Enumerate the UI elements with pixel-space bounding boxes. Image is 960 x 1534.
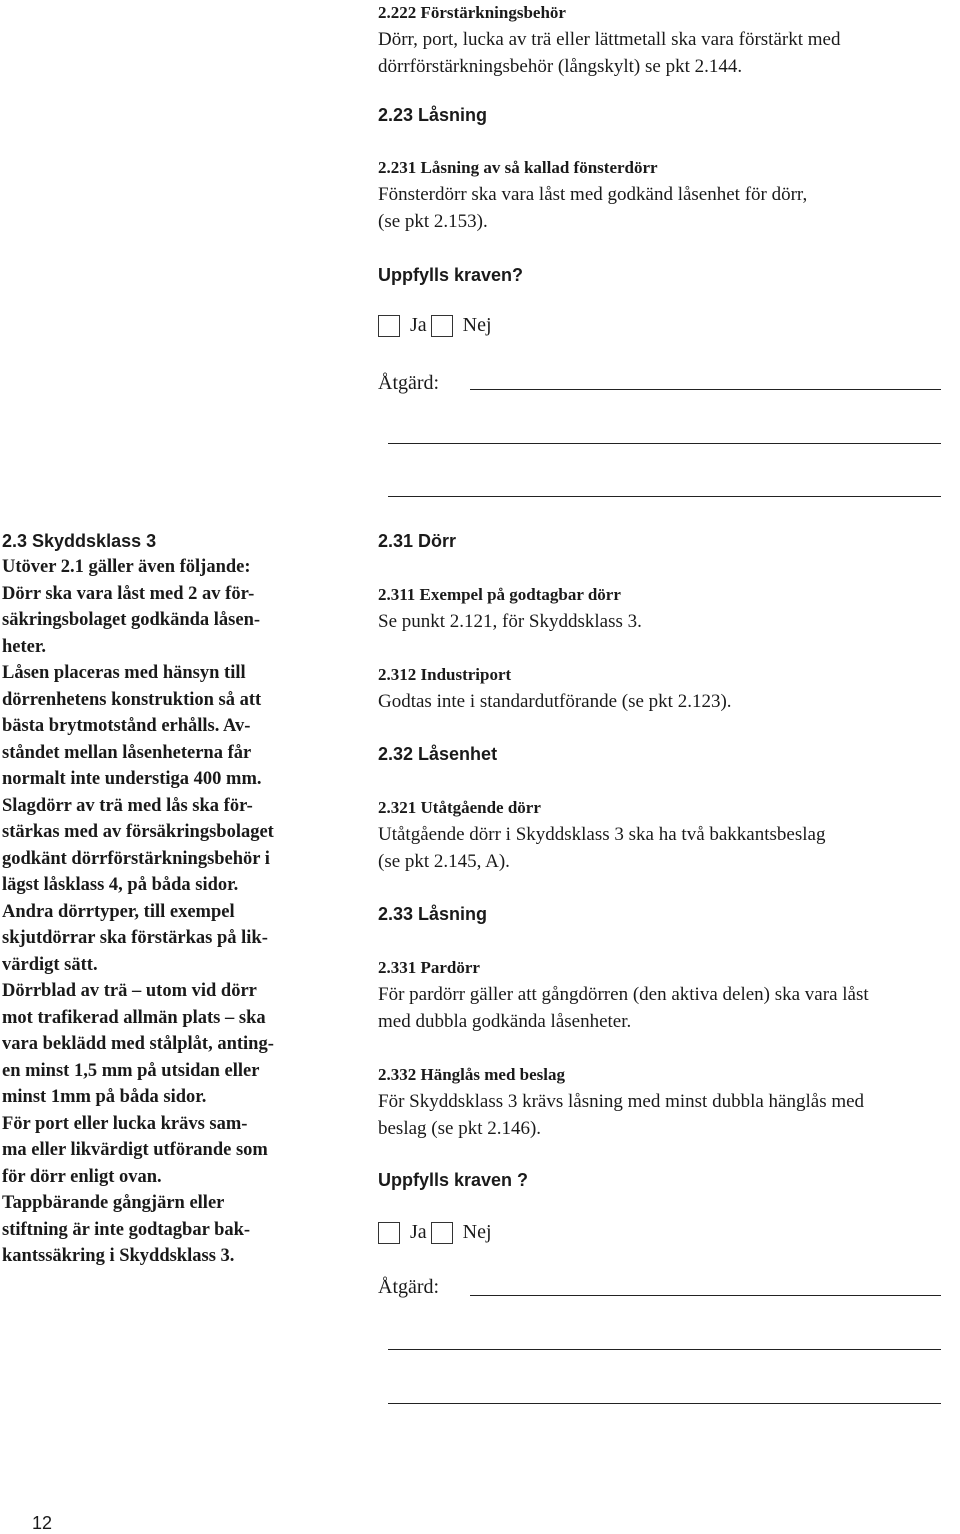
yes-no-row xyxy=(378,1221,948,1244)
section-text-line: beslag (se pkt 2.146). xyxy=(378,1118,542,1139)
atgard-label: Åtgärd: xyxy=(378,1276,440,1298)
section-text-line: (se pkt 2.145, A). xyxy=(378,851,510,872)
text-line: För port eller lucka krävs sam- xyxy=(2,1113,248,1134)
paragraph xyxy=(2,978,322,1111)
text-line: bästa brytmotstånd erhålls. Av- xyxy=(2,716,251,736)
atgard-input-line[interactable] xyxy=(388,496,941,497)
ja-label: Ja xyxy=(410,1221,427,1243)
text-line: Slagdörr av trä med lås ska för- xyxy=(2,795,253,816)
text-line: stärkas med av försäkringsbolaget xyxy=(2,822,274,842)
text-line: normalt inte understiga 400 mm. xyxy=(2,769,262,789)
paragraph xyxy=(2,1111,322,1191)
section-text-line: Godtas inte i standardutförande (se pkt 2.123). xyxy=(378,691,732,712)
section-heading: 2.222 Förstärkningsbehör xyxy=(378,3,566,22)
text-line: en minst 1,5 mm på utsidan eller xyxy=(2,1060,260,1081)
paragraph xyxy=(2,554,322,660)
nej-checkbox[interactable] xyxy=(431,1222,453,1244)
section-heading: 2.312 Industriport xyxy=(378,665,512,684)
text-line: godkänt dörrförstärkningsbehör i xyxy=(2,848,270,869)
yes-no-row xyxy=(378,314,948,337)
ja-checkbox[interactable] xyxy=(378,315,400,337)
section-2312 xyxy=(378,662,948,715)
section-2222 xyxy=(378,0,948,80)
text-line: ståndet mellan låsenheterna får xyxy=(2,742,252,763)
text-line: skjutdörrar ska förstärkas på lik- xyxy=(2,928,268,948)
text-line: minst 1mm på båda sidor. xyxy=(2,1087,207,1107)
text-line: heter. xyxy=(2,636,47,657)
ja-label: Ja xyxy=(410,314,427,336)
section-heading-233: 2.33 Låsning xyxy=(378,904,488,924)
text-line: säkringsbolaget godkända låsen- xyxy=(2,610,261,630)
nej-label: Nej xyxy=(462,1221,492,1243)
nej-label: Nej xyxy=(462,314,492,336)
section-text-line: För Skyddsklass 3 krävs låsning med minst dubbla hänglås med xyxy=(378,1091,865,1112)
section-text-line: (se pkt 2.153). xyxy=(378,211,488,232)
atgard-input-line[interactable] xyxy=(388,1349,941,1350)
section-2332 xyxy=(378,1062,948,1142)
question-label: Uppfylls kraven ? xyxy=(378,1170,529,1190)
section-2331 xyxy=(378,955,948,1035)
atgard-input-line[interactable] xyxy=(388,443,941,444)
text-line: lägst låsklass 4, på båda sidor. xyxy=(2,875,239,895)
text-line: för dörr enligt ovan. xyxy=(2,1166,162,1187)
section-2321 xyxy=(378,795,948,875)
section-text-line: Fönsterdörr ska vara låst med godkänd låsenhet för dörr, xyxy=(378,184,808,205)
page-number: 12 xyxy=(32,1513,53,1533)
text-line: stiftning är inte godtagbar bak- xyxy=(2,1219,251,1240)
question-label: Uppfylls kraven? xyxy=(378,265,524,285)
text-line: dörrenhetens konstruktion så att xyxy=(2,689,262,710)
section-heading-232: 2.32 Låsenhet xyxy=(378,744,498,764)
atgard-input-line[interactable] xyxy=(470,389,941,390)
atgard-label: Åtgärd: xyxy=(378,372,440,394)
text-line: vara beklädd med stålplåt, anting- xyxy=(2,1034,274,1054)
text-line: mot trafikerad allmän plats – ska xyxy=(2,1007,266,1028)
atgard-input-line[interactable] xyxy=(470,1295,941,1296)
section-2311 xyxy=(378,582,948,635)
section-text-line: Se punkt 2.121, för Skyddsklass 3. xyxy=(378,611,642,632)
section-heading-223: 2.23 Låsning xyxy=(378,105,488,125)
atgard-input-line[interactable] xyxy=(388,1403,941,1404)
section-2231 xyxy=(378,155,948,235)
section-heading: 2.231 Låsning av så kallad fönsterdörr xyxy=(378,158,658,177)
section-text-line: Utåtgående dörr i Skyddsklass 3 ska ha två bakkantsbeslag xyxy=(378,824,826,845)
left-column-text xyxy=(2,554,322,1270)
text-line: Låsen placeras med hänsyn till xyxy=(2,663,246,683)
text-line: värdigt sätt. xyxy=(2,954,98,975)
section-text-line: dörrförstärkningsbehör (långskylt) se pkt 2.144. xyxy=(378,56,743,77)
text-line: Dörrblad av trä – utom vid dörr xyxy=(2,981,257,1001)
text-line: ma eller likvärdigt utförande som xyxy=(2,1140,268,1160)
paragraph xyxy=(2,793,322,899)
section-heading: 2.332 Hänglås med beslag xyxy=(378,1065,566,1084)
section-heading: 2.331 Pardörr xyxy=(378,958,480,977)
section-heading: 2.311 Exempel på godtagbar dörr xyxy=(378,585,621,604)
section-text-line: För pardörr gäller att gångdörren (den aktiva delen) ska vara låst xyxy=(378,984,869,1005)
section-heading: 2.321 Utåtgående dörr xyxy=(378,798,541,817)
paragraph xyxy=(2,1190,322,1270)
ja-checkbox[interactable] xyxy=(378,1222,400,1244)
paragraph xyxy=(2,660,322,793)
section-heading-231: 2.31 Dörr xyxy=(378,531,457,551)
section-text-line: Dörr, port, lucka av trä eller lättmetall ska vara förstärkt med xyxy=(378,29,841,50)
text-line: kantssäkring i Skyddsklass 3. xyxy=(2,1246,235,1266)
nej-checkbox[interactable] xyxy=(431,315,453,337)
text-line: Utöver 2.1 gäller även följande: xyxy=(2,557,251,577)
paragraph xyxy=(2,899,322,979)
text-line: Dörr ska vara låst med 2 av för- xyxy=(2,583,255,604)
section-text-line: med dubbla godkända låsenheter. xyxy=(378,1011,632,1032)
text-line: Andra dörrtyper, till exempel xyxy=(2,901,235,922)
section-heading-23: 2.3 Skyddsklass 3 xyxy=(2,531,157,551)
text-line: Tappbärande gångjärn eller xyxy=(2,1193,225,1213)
